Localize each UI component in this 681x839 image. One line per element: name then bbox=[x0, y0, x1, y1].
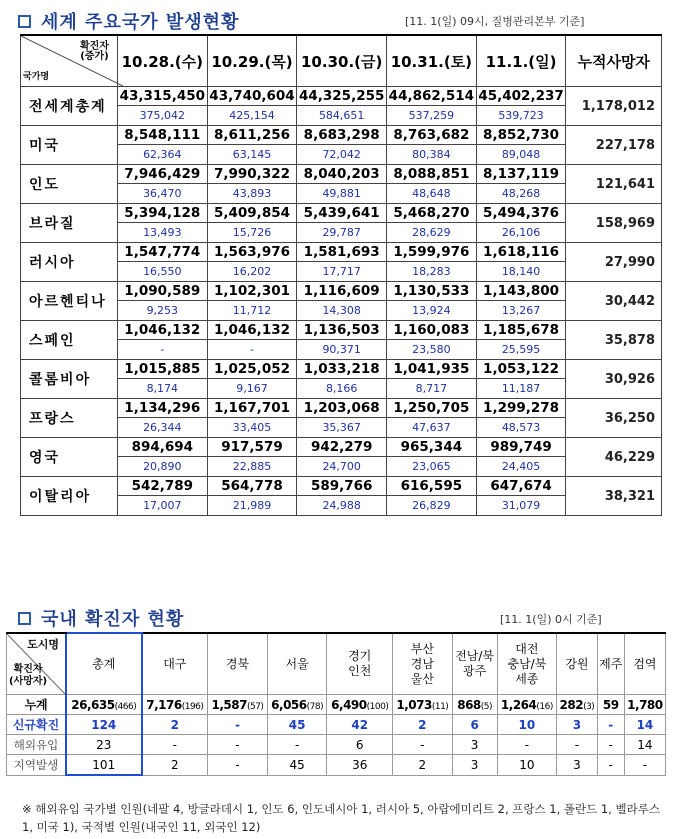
cumulative-cases-cell: 1,185,678 bbox=[476, 321, 566, 340]
cumulative-deaths-cell: 36,250 bbox=[566, 399, 662, 438]
daily-increase-cell: 49,881 bbox=[297, 184, 387, 204]
cumulative-cases-cell: 5,468,270 bbox=[387, 204, 477, 223]
country-increase-row bbox=[21, 223, 662, 243]
cumulative-cases-cell: 8,763,682 bbox=[387, 126, 477, 145]
country-name: 이탈리아 bbox=[21, 477, 118, 516]
region-count-cell: 101 bbox=[66, 755, 142, 776]
daily-increase-cell: 21,989 bbox=[207, 496, 297, 516]
count-value: 1,264 bbox=[500, 697, 537, 712]
cumulative-cases-cell: 8,088,851 bbox=[387, 165, 477, 184]
domestic-row bbox=[7, 715, 666, 735]
world-section-header bbox=[18, 8, 239, 34]
cumulative-cases-cell: 44,325,255 bbox=[297, 87, 387, 106]
cumulative-cases-cell: 965,344 bbox=[387, 438, 477, 457]
domestic-row bbox=[7, 695, 666, 715]
region-count-cell: - bbox=[267, 735, 327, 755]
country-name: 미국 bbox=[21, 126, 118, 165]
country-increase-row bbox=[21, 457, 662, 477]
country-row bbox=[21, 87, 662, 106]
region-count-cell bbox=[497, 695, 557, 715]
row-label: 지역발생 bbox=[7, 755, 67, 776]
cumulative-cases-cell: 1,015,885 bbox=[117, 360, 207, 379]
daily-increase-cell: 13,493 bbox=[117, 223, 207, 243]
region-header: 검역 bbox=[624, 633, 665, 695]
daily-increase-cell: 17,717 bbox=[297, 262, 387, 282]
cumulative-cases-cell: 1,547,774 bbox=[117, 243, 207, 262]
region-count-cell: - bbox=[497, 735, 557, 755]
cumulative-cases-cell: 589,766 bbox=[297, 477, 387, 496]
cumulative-cases-cell: 1,116,609 bbox=[297, 282, 387, 301]
daily-increase-cell: 425,154 bbox=[207, 106, 297, 126]
cumulative-deaths-cell: 121,641 bbox=[566, 165, 662, 204]
daily-increase-cell: 18,283 bbox=[387, 262, 477, 282]
region-count-cell: 10 bbox=[497, 755, 557, 776]
cumulative-cases-cell: 43,740,604 bbox=[207, 87, 297, 106]
cumulative-deaths-cell: 27,990 bbox=[566, 243, 662, 282]
region-count-cell: - bbox=[557, 735, 597, 755]
cumulative-cases-cell: 1,033,218 bbox=[297, 360, 387, 379]
death-count-value: (78) bbox=[306, 701, 324, 712]
corner-confirmed-label: 확진자 (사망자) bbox=[9, 664, 48, 687]
cumulative-deaths-cell: 38,321 bbox=[566, 477, 662, 516]
country-name: 아르헨티나 bbox=[21, 282, 118, 321]
domestic-row bbox=[7, 755, 666, 776]
date-header: 10.30.(금) bbox=[297, 35, 387, 87]
region-count-cell: 3 bbox=[557, 755, 597, 776]
death-count-value: (196) bbox=[181, 701, 204, 712]
daily-increase-cell: 537,259 bbox=[387, 106, 477, 126]
country-increase-row bbox=[21, 106, 662, 126]
daily-increase-cell: 48,268 bbox=[476, 184, 566, 204]
region-count-cell: - bbox=[208, 715, 268, 735]
country-increase-row bbox=[21, 184, 662, 204]
region-header: 서울 bbox=[267, 633, 327, 695]
daily-increase-cell: - bbox=[117, 340, 207, 360]
country-increase-row bbox=[21, 145, 662, 165]
region-count-cell: 10 bbox=[497, 715, 557, 735]
country-row bbox=[21, 165, 662, 184]
region-count-cell: 36 bbox=[327, 755, 393, 776]
country-increase-row bbox=[21, 379, 662, 399]
region-header: 강원 bbox=[557, 633, 597, 695]
cumulative-cases-cell: 542,789 bbox=[117, 477, 207, 496]
world-section-title: 세계 주요국가 발생현황 bbox=[41, 12, 240, 33]
cumulative-cases-cell: 1,136,503 bbox=[297, 321, 387, 340]
domestic-cases-table bbox=[6, 632, 666, 776]
cumulative-cases-cell: 5,494,376 bbox=[476, 204, 566, 223]
region-count-cell: 2 bbox=[142, 715, 208, 735]
country-name: 콜롬비아 bbox=[21, 360, 118, 399]
daily-increase-cell: 80,384 bbox=[387, 145, 477, 165]
region-count-cell: 3 bbox=[557, 715, 597, 735]
daily-increase-cell: 14,308 bbox=[297, 301, 387, 321]
count-value: 1,587 bbox=[211, 697, 247, 712]
cumulative-cases-cell: 7,990,322 bbox=[207, 165, 297, 184]
cumulative-cases-cell: 5,394,128 bbox=[117, 204, 207, 223]
daily-increase-cell: 17,007 bbox=[117, 496, 207, 516]
region-count-cell: - bbox=[393, 735, 453, 755]
country-increase-row bbox=[21, 496, 662, 516]
daily-increase-cell: 28,629 bbox=[387, 223, 477, 243]
cumulative-cases-cell: 1,046,132 bbox=[207, 321, 297, 340]
checkbox-square-icon bbox=[18, 612, 31, 625]
region-count-cell: 45 bbox=[267, 715, 327, 735]
daily-increase-cell: 8,717 bbox=[387, 379, 477, 399]
region-count-cell: - bbox=[597, 735, 624, 755]
region-header: 대구 bbox=[142, 633, 208, 695]
country-name: 프랑스 bbox=[21, 399, 118, 438]
region-count-cell: 14 bbox=[624, 715, 665, 735]
region-header: 제주 bbox=[597, 633, 624, 695]
country-row bbox=[21, 243, 662, 262]
cumulative-cases-cell: 894,694 bbox=[117, 438, 207, 457]
cumulative-cases-cell: 8,548,111 bbox=[117, 126, 207, 145]
cumulative-deaths-cell: 46,229 bbox=[566, 438, 662, 477]
corner-cases-label: 확진자 (증가) bbox=[79, 41, 109, 62]
death-count-value: (11) bbox=[431, 701, 449, 712]
domestic-date-note: [11. 1(일) 0시 기준] bbox=[500, 613, 602, 626]
region-count-cell: 42 bbox=[327, 715, 393, 735]
region-count-cell bbox=[327, 695, 393, 715]
cumulative-cases-cell: 942,279 bbox=[297, 438, 387, 457]
region-count-cell: - bbox=[208, 755, 268, 776]
daily-increase-cell: 62,364 bbox=[117, 145, 207, 165]
cumulative-cases-cell: 7,946,429 bbox=[117, 165, 207, 184]
cumulative-cases-cell: 1,167,701 bbox=[207, 399, 297, 418]
count-value: 7,176 bbox=[146, 697, 182, 712]
region-count-cell: - bbox=[597, 755, 624, 776]
daily-increase-cell: 24,700 bbox=[297, 457, 387, 477]
cumulative-cases-cell: 8,683,298 bbox=[297, 126, 387, 145]
row-label: 누계 bbox=[7, 695, 67, 715]
country-name: 인도 bbox=[21, 165, 118, 204]
daily-increase-cell: 35,367 bbox=[297, 418, 387, 438]
region-count-cell: - bbox=[624, 755, 665, 776]
domestic-section-header bbox=[18, 605, 184, 631]
daily-increase-cell: 33,405 bbox=[207, 418, 297, 438]
date-header: 10.28.(수) bbox=[117, 35, 207, 87]
count-value: 1,073 bbox=[396, 697, 432, 712]
region-header: 대전 충남/북 세종 bbox=[497, 633, 557, 695]
world-date-note: [11. 1(일) 09시, 질병관리본부 기준] bbox=[405, 15, 585, 28]
region-count-cell: 3 bbox=[452, 735, 497, 755]
region-count-cell: - bbox=[208, 735, 268, 755]
daily-increase-cell: 20,890 bbox=[117, 457, 207, 477]
daily-increase-cell: 13,267 bbox=[476, 301, 566, 321]
daily-increase-cell: 8,166 bbox=[297, 379, 387, 399]
region-count-cell: 2 bbox=[393, 755, 453, 776]
daily-increase-cell: 43,893 bbox=[207, 184, 297, 204]
country-name: 러시아 bbox=[21, 243, 118, 282]
country-row bbox=[21, 282, 662, 301]
cumulative-cases-cell: 1,041,935 bbox=[387, 360, 477, 379]
country-row bbox=[21, 360, 662, 379]
daily-increase-cell: 11,712 bbox=[207, 301, 297, 321]
region-count-cell: 2 bbox=[393, 715, 453, 735]
cumulative-cases-cell: 1,025,052 bbox=[207, 360, 297, 379]
count-value: 868 bbox=[457, 697, 481, 712]
region-count-cell bbox=[142, 695, 208, 715]
daily-increase-cell: 11,187 bbox=[476, 379, 566, 399]
cumulative-deaths-cell: 35,878 bbox=[566, 321, 662, 360]
region-header: 총계 bbox=[66, 633, 142, 695]
count-value: 26,635 bbox=[71, 697, 115, 712]
country-increase-row bbox=[21, 301, 662, 321]
cumulative-cases-cell: 5,409,854 bbox=[207, 204, 297, 223]
daily-increase-cell: 18,140 bbox=[476, 262, 566, 282]
cumulative-cases-cell: 1,581,693 bbox=[297, 243, 387, 262]
daily-increase-cell: 24,988 bbox=[297, 496, 387, 516]
cumulative-cases-cell: 1,203,068 bbox=[297, 399, 387, 418]
daily-increase-cell: 72,042 bbox=[297, 145, 387, 165]
count-value: 6,490 bbox=[331, 697, 367, 712]
country-name: 스페인 bbox=[21, 321, 118, 360]
count-value: 59 bbox=[602, 697, 619, 712]
daily-increase-cell: 26,106 bbox=[476, 223, 566, 243]
cumulative-cases-cell: 1,563,976 bbox=[207, 243, 297, 262]
region-count-cell: 14 bbox=[624, 735, 665, 755]
cumulative-cases-cell: 917,579 bbox=[207, 438, 297, 457]
region-count-cell bbox=[624, 695, 665, 715]
region-count-cell: - bbox=[597, 715, 624, 735]
region-header: 경북 bbox=[208, 633, 268, 695]
cumulative-cases-cell: 1,130,533 bbox=[387, 282, 477, 301]
cumulative-deaths-cell: 30,926 bbox=[566, 360, 662, 399]
region-count-cell bbox=[267, 695, 327, 715]
region-count-cell: 6 bbox=[452, 715, 497, 735]
daily-increase-cell: 47,637 bbox=[387, 418, 477, 438]
daily-increase-cell: 48,648 bbox=[387, 184, 477, 204]
region-count-cell bbox=[66, 695, 142, 715]
region-count-cell: 6 bbox=[327, 735, 393, 755]
cumulative-cases-cell: 1,299,278 bbox=[476, 399, 566, 418]
daily-increase-cell: 26,829 bbox=[387, 496, 477, 516]
daily-increase-cell: 9,167 bbox=[207, 379, 297, 399]
cumulative-cases-cell: 8,611,256 bbox=[207, 126, 297, 145]
cumulative-cases-cell: 1,250,705 bbox=[387, 399, 477, 418]
region-header: 경기 인천 bbox=[327, 633, 393, 695]
death-count-value: (16) bbox=[536, 701, 553, 712]
date-header: 11.1.(일) bbox=[476, 35, 566, 87]
row-label: 신규확진 bbox=[7, 715, 67, 735]
cumulative-cases-cell: 8,137,119 bbox=[476, 165, 566, 184]
world-cases-table bbox=[20, 34, 662, 516]
cumulative-cases-cell: 1,134,296 bbox=[117, 399, 207, 418]
count-value: 1,780 bbox=[627, 697, 663, 712]
corner-country-label: 국가명 bbox=[23, 72, 50, 82]
cumulative-cases-cell: 8,852,730 bbox=[476, 126, 566, 145]
cumulative-deaths-cell: 1,178,012 bbox=[566, 87, 662, 126]
daily-increase-cell: 24,405 bbox=[476, 457, 566, 477]
daily-increase-cell: 36,470 bbox=[117, 184, 207, 204]
country-increase-row bbox=[21, 418, 662, 438]
region-count-cell: 45 bbox=[267, 755, 327, 776]
cumulative-cases-cell: 1,090,589 bbox=[117, 282, 207, 301]
domestic-header-row bbox=[7, 633, 666, 695]
cumulative-cases-cell: 1,046,132 bbox=[117, 321, 207, 340]
daily-increase-cell: 23,580 bbox=[387, 340, 477, 360]
death-count-value: (466) bbox=[114, 701, 137, 712]
daily-increase-cell: 375,042 bbox=[117, 106, 207, 126]
region-count-cell: 124 bbox=[66, 715, 142, 735]
cumulative-cases-cell: 43,315,450 bbox=[117, 87, 207, 106]
daily-increase-cell: 584,651 bbox=[297, 106, 387, 126]
daily-increase-cell: 90,371 bbox=[297, 340, 387, 360]
cumulative-cases-cell: 1,618,116 bbox=[476, 243, 566, 262]
total-deaths-header: 누적사망자 bbox=[566, 35, 662, 87]
region-count-cell: - bbox=[142, 735, 208, 755]
country-row bbox=[21, 399, 662, 418]
region-count-cell: 23 bbox=[66, 735, 142, 755]
death-count-value: (3) bbox=[583, 701, 595, 712]
daily-increase-cell: 25,595 bbox=[476, 340, 566, 360]
cumulative-deaths-cell: 227,178 bbox=[566, 126, 662, 165]
country-row bbox=[21, 321, 662, 340]
region-count-cell bbox=[557, 695, 597, 715]
cumulative-cases-cell: 989,749 bbox=[476, 438, 566, 457]
daily-increase-cell: 89,048 bbox=[476, 145, 566, 165]
death-count-value: (5) bbox=[480, 701, 493, 712]
domestic-section-title: 국내 확진자 현황 bbox=[41, 609, 185, 630]
daily-increase-cell: 23,065 bbox=[387, 457, 477, 477]
daily-increase-cell: - bbox=[207, 340, 297, 360]
country-name: 브라질 bbox=[21, 204, 118, 243]
cumulative-cases-cell: 44,862,514 bbox=[387, 87, 477, 106]
domestic-row bbox=[7, 735, 666, 755]
daily-increase-cell: 8,174 bbox=[117, 379, 207, 399]
corner-city-label: 도시명 bbox=[27, 638, 59, 651]
death-count-value: (100) bbox=[366, 701, 389, 712]
region-count-cell bbox=[393, 695, 453, 715]
cumulative-cases-cell: 564,778 bbox=[207, 477, 297, 496]
cumulative-cases-cell: 647,674 bbox=[476, 477, 566, 496]
daily-increase-cell: 9,253 bbox=[117, 301, 207, 321]
region-count-cell bbox=[597, 695, 624, 715]
country-name: 영국 bbox=[21, 438, 118, 477]
country-row bbox=[21, 126, 662, 145]
country-name: 전세계총계 bbox=[21, 87, 118, 126]
row-label: 해외유입 bbox=[7, 735, 67, 755]
death-count-value: (57) bbox=[246, 701, 264, 712]
region-count-cell: 3 bbox=[452, 755, 497, 776]
cumulative-cases-cell: 1,143,800 bbox=[476, 282, 566, 301]
region-count-cell: 2 bbox=[142, 755, 208, 776]
cumulative-cases-cell: 1,160,083 bbox=[387, 321, 477, 340]
date-header: 10.29.(목) bbox=[207, 35, 297, 87]
cumulative-deaths-cell: 158,969 bbox=[566, 204, 662, 243]
count-value: 282 bbox=[559, 697, 584, 712]
country-row bbox=[21, 438, 662, 457]
daily-increase-cell: 16,550 bbox=[117, 262, 207, 282]
daily-increase-cell: 539,723 bbox=[476, 106, 566, 126]
daily-increase-cell: 48,573 bbox=[476, 418, 566, 438]
checkbox-square-icon bbox=[18, 15, 31, 28]
daily-increase-cell: 31,079 bbox=[476, 496, 566, 516]
cumulative-cases-cell: 1,599,976 bbox=[387, 243, 477, 262]
country-increase-row bbox=[21, 340, 662, 360]
world-corner-header bbox=[21, 35, 118, 87]
daily-increase-cell: 13,924 bbox=[387, 301, 477, 321]
daily-increase-cell: 63,145 bbox=[207, 145, 297, 165]
region-count-cell bbox=[208, 695, 268, 715]
region-count-cell bbox=[452, 695, 497, 715]
date-header: 10.31.(토) bbox=[387, 35, 477, 87]
daily-increase-cell: 29,787 bbox=[297, 223, 387, 243]
country-row bbox=[21, 204, 662, 223]
country-increase-row bbox=[21, 262, 662, 282]
cumulative-deaths-cell: 30,442 bbox=[566, 282, 662, 321]
cumulative-cases-cell: 5,439,641 bbox=[297, 204, 387, 223]
cumulative-cases-cell: 616,595 bbox=[387, 477, 477, 496]
region-header: 부산 경남 울산 bbox=[393, 633, 453, 695]
country-row bbox=[21, 477, 662, 496]
cumulative-cases-cell: 8,040,203 bbox=[297, 165, 387, 184]
daily-increase-cell: 15,726 bbox=[207, 223, 297, 243]
cumulative-cases-cell: 1,102,301 bbox=[207, 282, 297, 301]
region-header: 전남/북 광주 bbox=[452, 633, 497, 695]
daily-increase-cell: 16,202 bbox=[207, 262, 297, 282]
cumulative-cases-cell: 1,053,122 bbox=[476, 360, 566, 379]
daily-increase-cell: 26,344 bbox=[117, 418, 207, 438]
footnote: ※ 해외유입 국가별 인원(네팔 4, 방글라데시 1, 인도 6, 인도네시아 1, 러시아 5, 아랍에미리트 2, 프랑스 1, 폴란드 1, 벨라루스 1, 미국 1), 국적별 인원(내국인 11, 외국인 12) bbox=[22, 802, 660, 834]
count-value: 6,056 bbox=[271, 697, 307, 712]
daily-increase-cell: 22,885 bbox=[207, 457, 297, 477]
domestic-corner-header bbox=[7, 633, 67, 695]
cumulative-cases-cell: 45,402,237 bbox=[476, 87, 566, 106]
